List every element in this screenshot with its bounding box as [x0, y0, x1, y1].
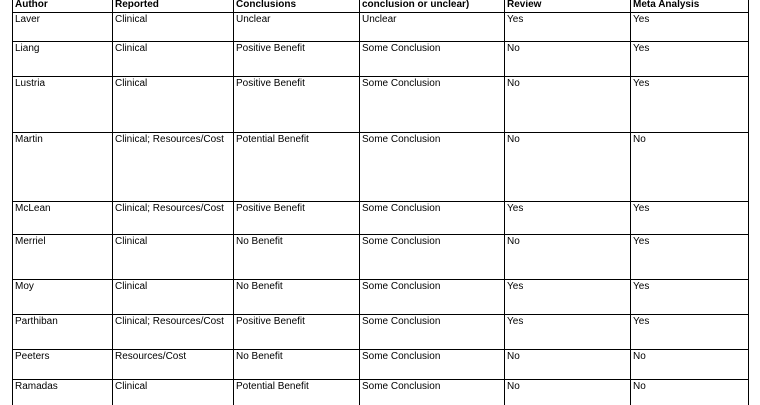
cell-meta-analysis: No [631, 350, 749, 380]
cell-meta-analysis: No [631, 380, 749, 405]
cell-meta-analysis: Yes [631, 280, 749, 315]
header-author: Author [13, 0, 113, 13]
cell-author: Liang [13, 42, 113, 77]
cell-reported: Clinical; Resources/Cost [113, 315, 234, 350]
cell-meta-analysis: Yes [631, 42, 749, 77]
cell-conclusion-type: Some Conclusion [360, 235, 505, 280]
cell-author: Laver [13, 13, 113, 42]
cell-review: No [505, 42, 631, 77]
cell-meta-analysis: Yes [631, 235, 749, 280]
cell-review: No [505, 350, 631, 380]
cell-conclusion-type: Some Conclusion [360, 380, 505, 405]
cell-reported: Clinical; Resources/Cost [113, 202, 234, 235]
cell-conclusions: Unclear [234, 13, 360, 42]
cell-review: No [505, 77, 631, 133]
cell-conclusion-type: Some Conclusion [360, 202, 505, 235]
cell-conclusions: Potential Benefit [234, 133, 360, 202]
cell-author: Merriel [13, 235, 113, 280]
cell-meta-analysis: Yes [631, 77, 749, 133]
cell-conclusion-type: Some Conclusion [360, 77, 505, 133]
cell-meta-analysis: Yes [631, 202, 749, 235]
cell-author: Moy [13, 280, 113, 315]
cell-reported: Clinical [113, 77, 234, 133]
table-row [13, 202, 749, 235]
cell-reported: Resources/Cost [113, 350, 234, 380]
cell-conclusions: No Benefit [234, 350, 360, 380]
table-row [13, 42, 749, 77]
cell-conclusions: No Benefit [234, 280, 360, 315]
table-row [13, 380, 749, 405]
cell-conclusions: Positive Benefit [234, 315, 360, 350]
cell-review: Yes [505, 315, 631, 350]
cell-author: Martin [13, 133, 113, 202]
header-conclusions: Conclusions [234, 0, 360, 13]
cell-conclusions: Positive Benefit [234, 77, 360, 133]
cell-meta-analysis: Yes [631, 315, 749, 350]
cell-conclusions: Potential Benefit [234, 380, 360, 405]
cell-review: No [505, 380, 631, 405]
table-row [13, 77, 749, 133]
cell-review: Yes [505, 280, 631, 315]
cell-author: Ramadas [13, 380, 113, 405]
cell-conclusion-type: Unclear [360, 13, 505, 42]
table-row [13, 13, 749, 42]
table-row [13, 133, 749, 202]
table-row [13, 235, 749, 280]
review-table [12, 0, 749, 405]
cell-conclusion-type: Some Conclusion [360, 133, 505, 202]
table-row [13, 280, 749, 315]
cell-reported: Clinical [113, 280, 234, 315]
cell-author: Lustria [13, 77, 113, 133]
cell-conclusions: Positive Benefit [234, 202, 360, 235]
cell-review: Yes [505, 13, 631, 42]
cell-reported: Clinical [113, 380, 234, 405]
header-reported: Reported [113, 0, 234, 13]
cell-author: Parthiban [13, 315, 113, 350]
cell-reported: Clinical [113, 13, 234, 42]
cell-conclusion-type: Some Conclusion [360, 315, 505, 350]
cell-reported: Clinical [113, 235, 234, 280]
header-row [13, 0, 749, 13]
cell-review: No [505, 235, 631, 280]
cell-reported: Clinical; Resources/Cost [113, 133, 234, 202]
cell-conclusion-type: Some Conclusion [360, 42, 505, 77]
cell-author: Peeters [13, 350, 113, 380]
cell-meta-analysis: Yes [631, 13, 749, 42]
cell-conclusions: No Benefit [234, 235, 360, 280]
header-review: Review [505, 0, 631, 13]
cell-meta-analysis: No [631, 133, 749, 202]
cell-conclusion-type: Some Conclusion [360, 350, 505, 380]
cell-conclusions: Positive Benefit [234, 42, 360, 77]
table-row [13, 315, 749, 350]
cell-author: McLean [13, 202, 113, 235]
cell-conclusion-type: Some Conclusion [360, 280, 505, 315]
header-conclusion-type: conclusion or unclear) [360, 0, 505, 13]
cell-review: No [505, 133, 631, 202]
header-meta-analysis: Meta Analysis [631, 0, 749, 13]
table-row [13, 350, 749, 380]
cell-review: Yes [505, 202, 631, 235]
cell-reported: Clinical [113, 42, 234, 77]
